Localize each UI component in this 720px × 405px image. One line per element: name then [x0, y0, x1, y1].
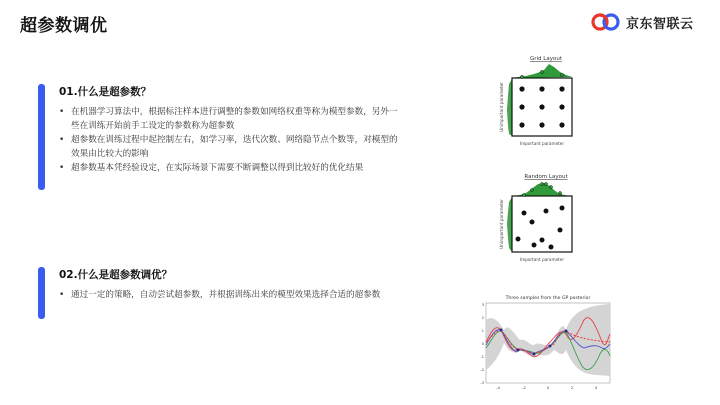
- y-tick-label: -2: [480, 367, 484, 372]
- list-item: • 超参数基本凭经验设定，在实际场景下需要不断调整以得到比较好的优化结果: [59, 161, 399, 175]
- y-tick-label: -1: [480, 354, 484, 359]
- marginal-distribution-left: [507, 79, 512, 136]
- x-tick-label: -4: [496, 385, 500, 390]
- y-axis-label: Unimportant parameter: [499, 82, 504, 132]
- figure-title: Grid Layout: [530, 56, 562, 62]
- y-tick-label: 3: [481, 302, 484, 307]
- logo-text: 京东智联云: [626, 16, 694, 32]
- gp-posterior-figure: [474, 290, 614, 394]
- list-item: • 超参数在训练过程中起控制左右，如学习率，迭代次数、网络隐节点个数等，对模型的效果由比较大的影响: [59, 133, 399, 161]
- logo-mark-icon: [590, 12, 622, 32]
- x-axis-label: Important parameter: [519, 141, 565, 146]
- section-heading: 02.什么是超参数调优？: [59, 269, 173, 281]
- y-axis-label: Unimportant parameter: [499, 199, 504, 249]
- x-axis-label: Important parameter: [519, 257, 565, 262]
- figure-title: Random Layout: [524, 174, 568, 180]
- y-tick-label: 2: [481, 315, 484, 320]
- y-tick-labels: [480, 302, 484, 385]
- x-tick-label: 0: [546, 385, 550, 390]
- figure-title: Three samples from the GP posterior: [505, 296, 591, 301]
- section-heading: 01.什么是超参数？: [59, 86, 152, 98]
- y-tick-label: 0: [481, 341, 484, 346]
- bullet-list: [59, 288, 399, 302]
- list-item: • 在机器学习算法中，根据标注样本进行调整的参数如网络权重等称为模型参数，另外一些在训练开始前手工设定的参数称为超参数: [59, 105, 399, 133]
- x-tick-label: 4: [594, 385, 598, 390]
- x-tick-label: 2: [570, 385, 574, 390]
- jdcloud-logo: [590, 12, 694, 32]
- x-tick-labels: [496, 385, 598, 390]
- y-tick-label: 1: [481, 328, 484, 333]
- plot-frame: [512, 196, 572, 252]
- section-what-is-hyperparameter: [38, 84, 408, 194]
- list-item: • 通过一定的策略，自动尝试超参数，并根据训练出来的模型效果选择合适的超参数: [59, 288, 399, 302]
- random-layout-figure: [496, 168, 586, 268]
- y-tick-label: -3: [480, 380, 484, 385]
- marginal-distribution-left: [507, 197, 512, 252]
- page-title: 超参数调优: [20, 16, 108, 36]
- bullet-list: [59, 105, 399, 175]
- section-accent-bar: [38, 84, 45, 190]
- section-accent-bar: [38, 267, 45, 319]
- x-tick-label: -2: [522, 385, 526, 390]
- section-what-is-tuning: [38, 267, 408, 322]
- grid-layout-figure: [496, 50, 586, 155]
